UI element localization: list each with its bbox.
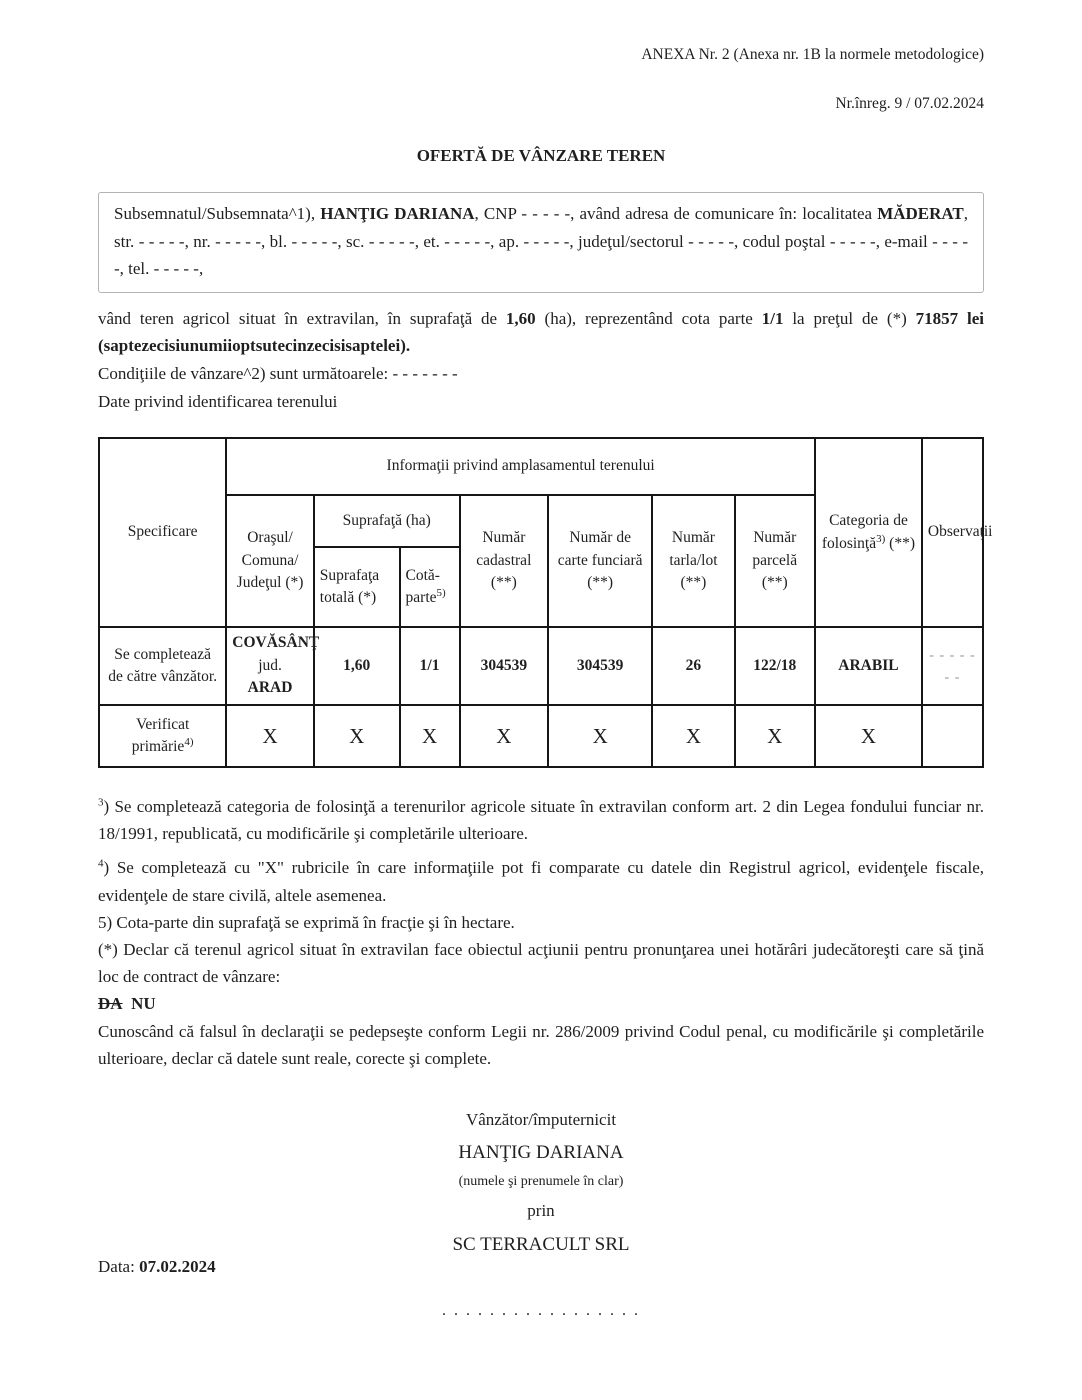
seller-row-label-text: Se completează de către vânzător.: [108, 645, 218, 686]
header-categoria-line1: Categoria de: [829, 512, 908, 530]
header-numar-parcela-label: Număr parcelă (**): [752, 529, 798, 592]
header-numar-tarla-label: Număr tarla/lot (**): [669, 529, 718, 592]
header-cota-line1: Cotă-: [405, 566, 440, 584]
signature-company: SC TERRACULT SRL: [452, 1234, 630, 1256]
header-orasul: [226, 495, 314, 627]
header-orasul-line2: Comuna/: [241, 551, 299, 569]
header-cota-line2: [406, 587, 454, 609]
x-mark-7: X: [767, 723, 783, 748]
subscriber-info-box: [98, 192, 984, 293]
date-label: Data:: [98, 1257, 140, 1276]
verified-x-cadastral: [460, 705, 548, 767]
registration-number: Nr.înreg. 9 / 07.02.2024: [835, 95, 984, 112]
conditions-line: Condiţiile de vânzare^2) sunt următoarele: - - - - - - -: [98, 364, 458, 384]
seller-share-cell: [400, 627, 460, 705]
seller-name: HANŢIG DARIANA: [320, 204, 475, 223]
verified-row-label-sup: 4): [184, 735, 194, 748]
price-value: 71857 lei: [915, 308, 984, 328]
nu-option: NU: [131, 994, 156, 1014]
header-orasul-line3: Judeţul (*): [236, 574, 304, 592]
seller-tarla-value: 26: [685, 656, 702, 674]
seller-carte-value: 304539: [576, 656, 624, 674]
seller-share-value: 1/1: [419, 656, 440, 674]
seller-categoria-value: ARABIL: [838, 656, 899, 674]
seller-observatii-cell: [922, 627, 983, 705]
seller-observatii-value: - - - - - - -: [929, 647, 976, 686]
seller-cadastral-cell: [460, 627, 548, 705]
header-specificare-label: Specificare: [127, 523, 198, 541]
annex-header: ANEXA Nr. 2 (Anexa nr. 1B la normele metodologice): [641, 46, 984, 63]
land-area: 1,60: [505, 308, 536, 328]
verified-row-label-text: Verificat primărie: [131, 715, 190, 756]
x-mark-4: X: [496, 723, 512, 748]
header-observatii-label: Observaţii: [927, 523, 993, 541]
date-value: 07.02.2024: [139, 1257, 216, 1276]
header-specificare: [99, 438, 226, 627]
x-mark-6: X: [685, 723, 702, 748]
header-info-span: [226, 438, 815, 495]
verified-x-area: [314, 705, 400, 767]
locality-name: MĂDERAT: [877, 204, 964, 223]
x-mark-3: X: [422, 723, 438, 748]
x-mark-2: X: [349, 723, 365, 748]
document-date: [98, 1257, 216, 1277]
header-suprafata-ha: [314, 495, 460, 547]
signature-prin: prin: [527, 1201, 555, 1221]
intro-seg2: , CNP - - - - -, având adresa de comunicare în: localitatea: [474, 204, 878, 223]
identification-line: Date privind identificarea terenului: [98, 392, 338, 412]
signature-dotted-line: . . . . . . . . . . . . . . . . .: [442, 1301, 640, 1319]
footnote-3-sup: 3: [98, 796, 104, 809]
header-categoria-word: folosinţă: [821, 534, 877, 552]
header-categoria-sup: 3): [876, 532, 886, 545]
header-suprafata-ha-label: Suprafaţă (ha): [342, 511, 431, 529]
header-numar-carte: [548, 495, 652, 627]
verified-x-tarla: [652, 705, 734, 767]
verified-row-label: [99, 705, 226, 767]
verified-x-city: [226, 705, 314, 767]
x-mark-8: X: [860, 723, 877, 748]
seller-row-label: [99, 627, 226, 705]
signature-hint: (numele şi prenumele în clar): [458, 1174, 624, 1190]
footnote-3-text: ) Se completează categoria de folosinţă a terenurilor agricole situate în extravilan conform art. 2 din Legea fondului funciar nr. 18/1991, republicată, cu modificările şi completările ulterioare.: [98, 797, 984, 844]
intro-seg1: Subsemnatul/Subsemnata^1),: [114, 204, 321, 223]
header-numar-carte-label: Număr de carte funciară (**): [557, 529, 643, 592]
verified-x-categoria: [815, 705, 922, 767]
seller-parcela-cell: [735, 627, 815, 705]
footnote-4-sup: 4: [98, 857, 104, 870]
header-numar-cadastral: [460, 495, 548, 627]
signature-role: Vânzător/împuternicit: [465, 1109, 617, 1129]
declaration-paragraph: (*) Declar că terenul agricol situat în extravilan face obiectul acţiunii pentru pronunţarea unei hotărâri judecătoreşti care să ţină loc de contract de vânzare:: [98, 940, 984, 987]
offer-seg3: la preţul de (*): [783, 308, 916, 328]
header-cota-sup: 5): [436, 586, 446, 599]
verified-x-share: [400, 705, 460, 767]
offer-seg2: (ha), reprezentând cota parte: [535, 308, 762, 328]
intro-seg3: , str. - - - - -, nr. - - - - -, bl. - - - - -, sc. - - - - -, et. - - - - -, ap. - - - - -, judeţul/sectorul - - - - -, codul poştal - - - - -, e-mail - - - - -, tel. - - - - -,: [114, 204, 969, 279]
header-categoria: [815, 438, 922, 627]
seller-categoria-cell: [815, 627, 922, 705]
offer-paragraph: [98, 305, 984, 361]
footnote-3: [98, 793, 984, 847]
seller-jud: jud.: [258, 656, 282, 674]
footnote-4-text: ) Se completează cu "X" rubricile în care informaţiile pot fi comparate cu datele din Registrul agricol, evidenţele fiscale, evidenţele de stare civilă, altele asemenea.: [98, 858, 984, 905]
signature-name: HANŢIG DARIANA: [458, 1141, 624, 1163]
header-suprafata-totala: [314, 547, 400, 627]
seller-cadastral-value: 304539: [480, 656, 528, 674]
seller-area-value: 1,60: [343, 656, 371, 674]
ownership-share: 1/1: [761, 308, 784, 328]
footnote-4: [98, 854, 984, 908]
seller-city: COVĂSÂNŢ: [232, 634, 320, 652]
signature-block: [98, 1108, 984, 1322]
seller-parcela-value: 122/18: [753, 656, 797, 674]
verified-x-carte: [548, 705, 652, 767]
header-suprafata-totala-label: Suprafaţa totală (*): [319, 566, 380, 607]
x-mark-1: X: [262, 723, 278, 748]
header-orasul-line1: Oraşul/: [247, 529, 293, 547]
verified-x-parcela: [735, 705, 815, 767]
header-cota-word: parte: [405, 589, 437, 607]
da-nu-line: [98, 990, 984, 1017]
header-info-label: Informaţii privind amplasamentul terenului: [386, 457, 655, 475]
seller-tarla-cell: [652, 627, 734, 705]
offer-seg1: vând teren agricol situat în extravilan, în suprafaţă de: [98, 308, 506, 328]
seller-county: ARAD: [247, 679, 293, 697]
seller-carte-cell: [548, 627, 652, 705]
page-title: OFERTĂ DE VÂNZARE TEREN: [416, 146, 666, 165]
x-mark-5: X: [592, 723, 608, 748]
header-observatii: [922, 438, 993, 627]
header-categoria-line2: [821, 533, 916, 555]
seller-area-cell: [314, 627, 400, 705]
da-option-struck: DA: [98, 994, 123, 1014]
verified-observatii-empty: [922, 705, 983, 767]
header-numar-tarla: [652, 495, 734, 627]
header-cota-parte: [400, 547, 460, 627]
header-numar-cadastral-label: Număr cadastral (**): [476, 529, 532, 592]
seller-city-cell: [226, 627, 320, 705]
land-identification-table: [98, 437, 993, 768]
penalty-paragraph: Cunoscând că falsul în declaraţii se pedepseşte conform Legii nr. 286/2009 privind Codul penal, cu modificările şi completările ulterioare, declar că datele sunt reale, corecte şi complete.: [98, 1021, 984, 1068]
price-in-words: (saptezecisiunumiioptsutecinzecisisaptelei).: [98, 336, 411, 356]
header-numar-parcela: [735, 495, 815, 627]
header-categoria-stars: (**): [885, 534, 915, 552]
footnote-5: 5) Cota-parte din suprafaţă se exprimă în fracţie şi în hectare.: [98, 912, 515, 932]
